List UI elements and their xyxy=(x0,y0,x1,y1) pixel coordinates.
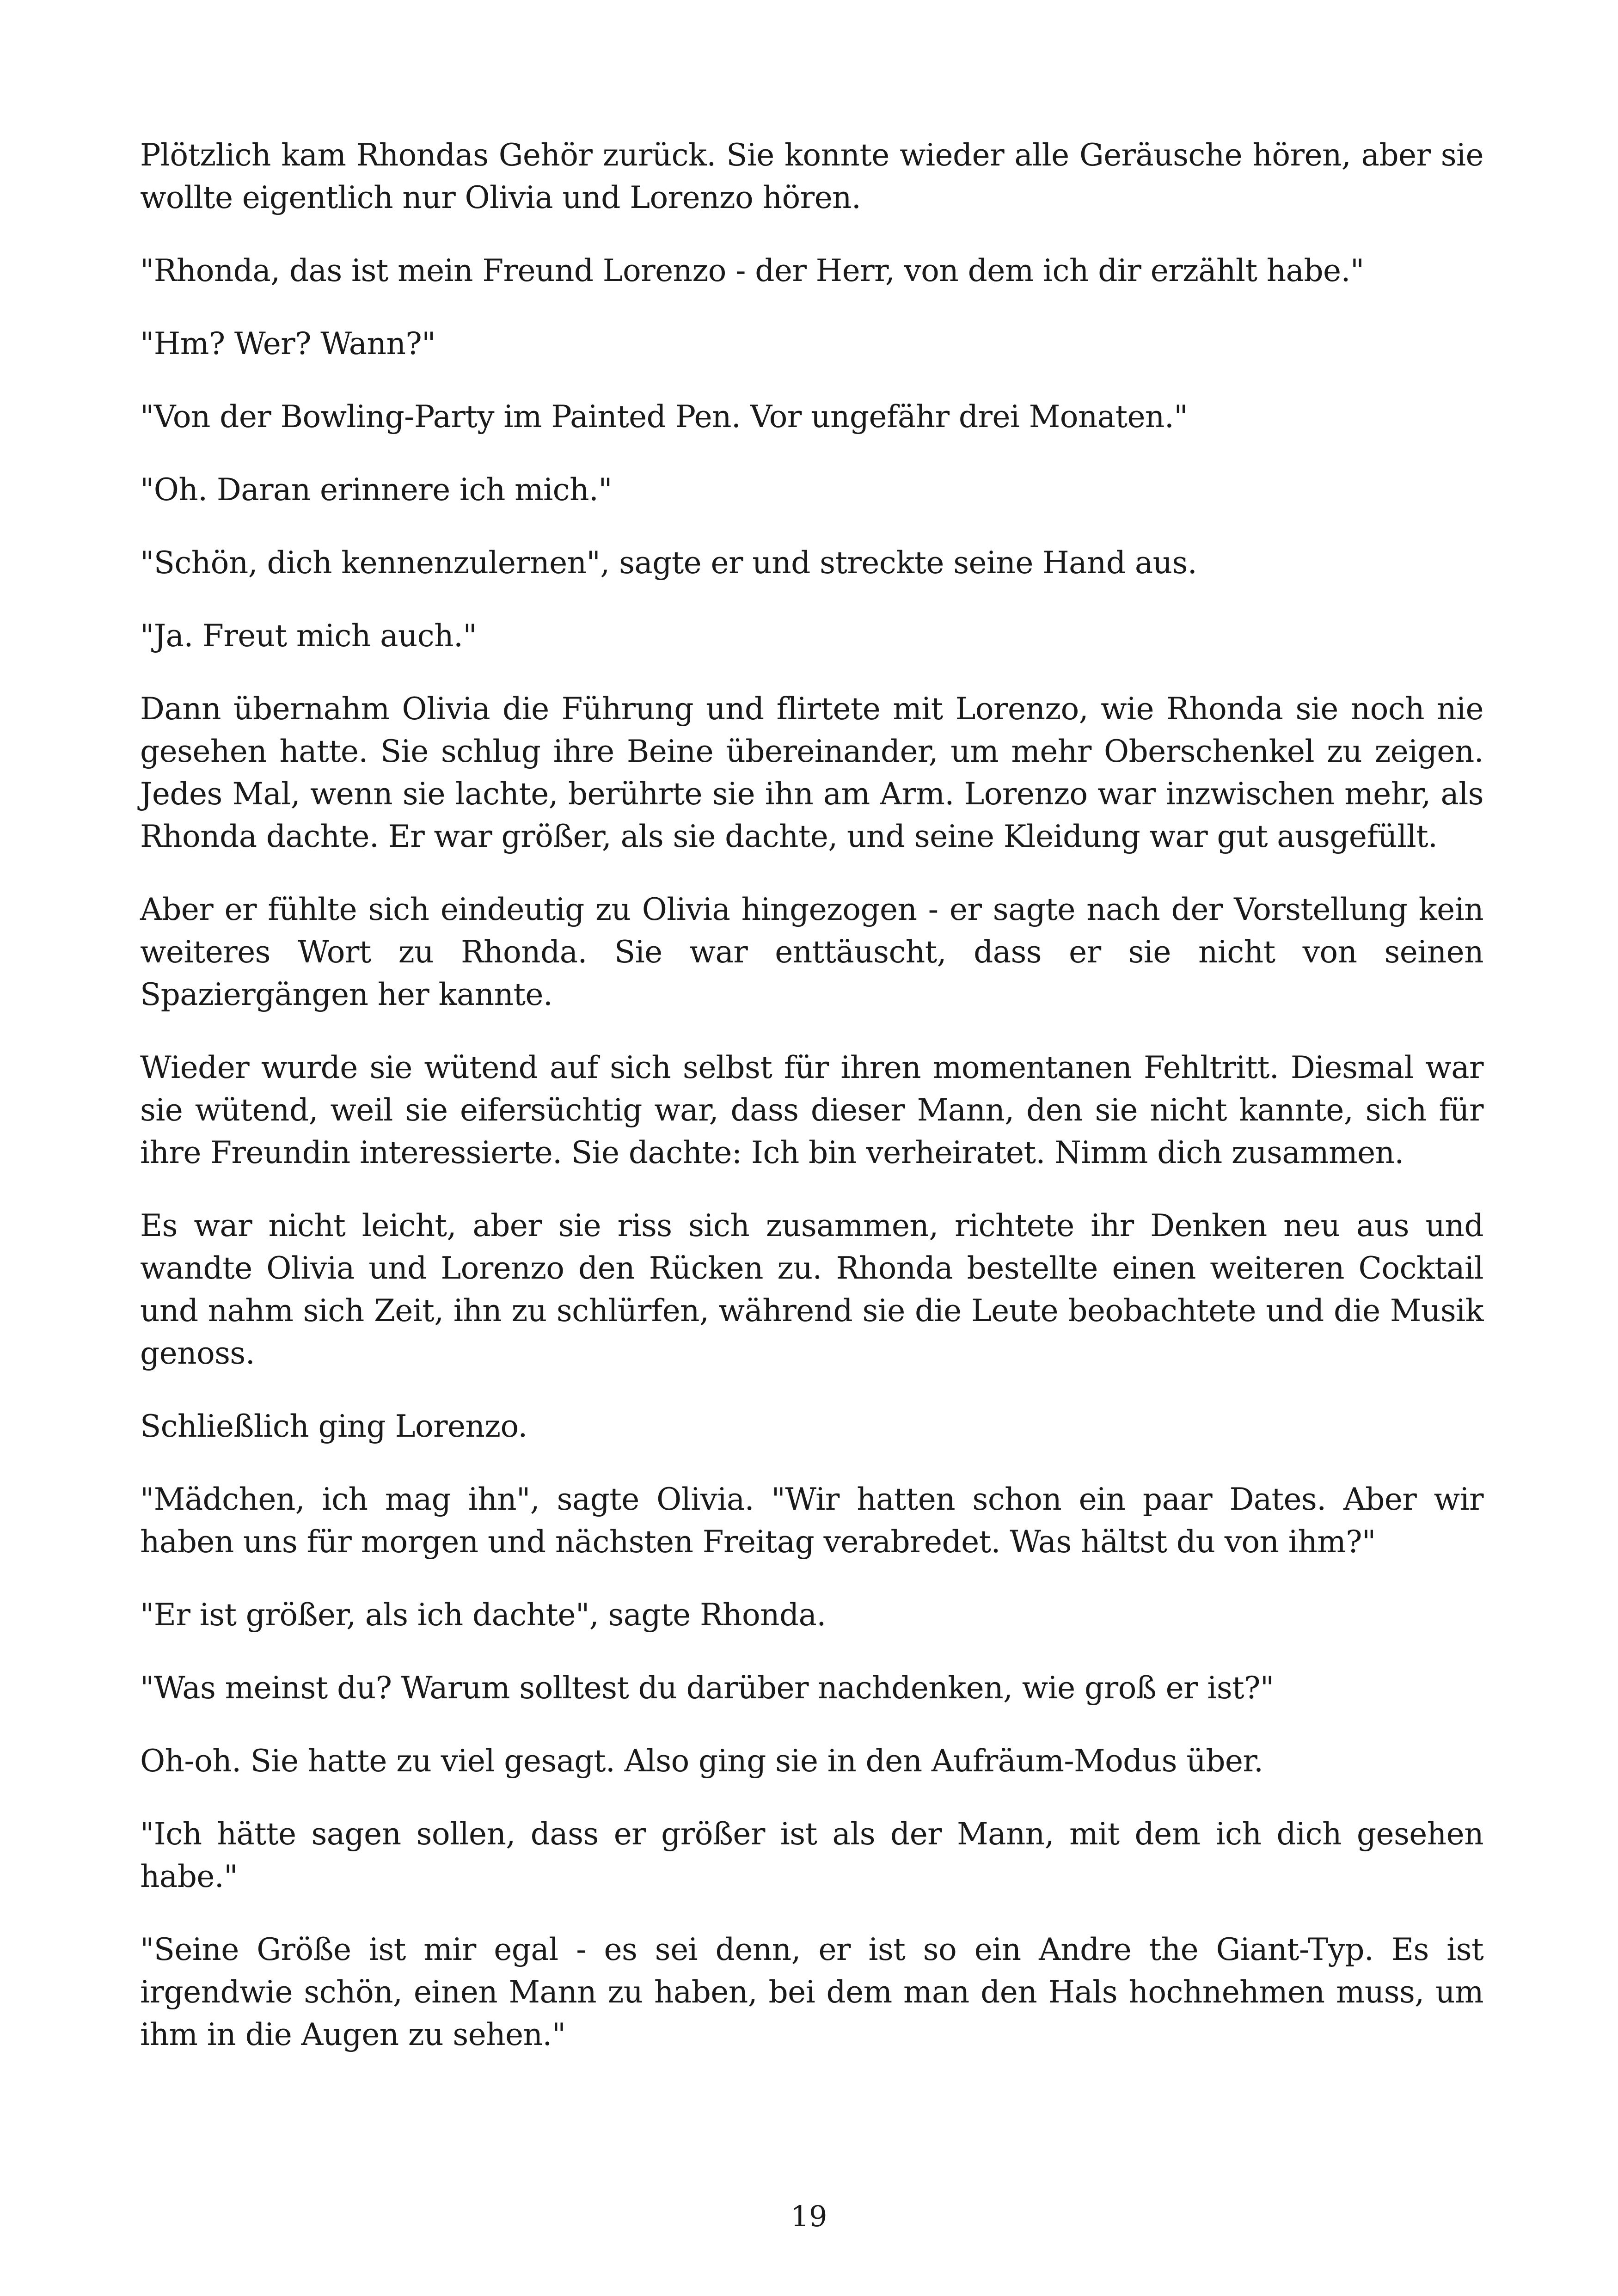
paragraph-7: "Ja. Freut mich auch." xyxy=(140,618,477,654)
paragraph-18: "Seine Größe ist mir egal - es sei denn, er ist so ein Andre the Giant-Typ. Es ist irgendwie schön, einen Mann zu haben, bei dem man den Hals hochnehmen muss, um ihm in die Augen zu sehen." xyxy=(140,1932,1483,2052)
paragraph-10: Wieder wurde sie wütend auf sich selbst für ihren momentanen Fehltritt. Diesmal war sie wütend, weil sie eifersüchtig war, dass dieser Mann, den sie nicht kannte, sich für ihre Freundin interessierte. Sie dachte: Ich bin verheiratet. Nimm dich zusammen. xyxy=(140,1050,1483,1170)
paragraph-9: Aber er fühlte sich eindeutig zu Olivia hingezogen - er sagte nach der Vorstellung kein weiteres Wort zu Rhonda. Sie war enttäuscht, dass er sie nicht von seinen Spaziergängen her kannte. xyxy=(140,892,1483,1012)
paragraph-17: "Ich hätte sagen sollen, dass er größer ist als der Mann, mit dem ich dich gesehen habe." xyxy=(140,1816,1483,1894)
paragraph-3: "Hm? Wer? Wann?" xyxy=(140,326,435,361)
paragraph-11: Es war nicht leicht, aber sie riss sich zusammen, richtete ihr Denken neu aus und wandte Olivia und Lorenzo den Rücken zu. Rhonda bestellte einen weiteren Cocktail und nahm sich Zeit, ihn zu schlürfen, während sie die Leute beobachtete und die Musik genoss. xyxy=(140,1208,1483,1371)
paragraph-13: "Mädchen, ich mag ihn", sagte Olivia. "Wir hatten schon ein paar Dates. Aber wir haben uns für morgen und nächsten Freitag verabredet. Was hältst du von ihm?" xyxy=(140,1482,1483,1560)
paragraph-1: Plötzlich kam Rhondas Gehör zurück. Sie konnte wieder alle Geräusche hören, aber sie wollte eigentlich nur Olivia und Lorenzo hören. xyxy=(140,137,1483,215)
paragraph-12: Schließlich ging Lorenzo. xyxy=(140,1408,527,1444)
paragraph-8: Dann übernahm Olivia die Führung und flirtete mit Lorenzo, wie Rhonda sie noch nie gesehen hatte. Sie schlug ihre Beine übereinander, um mehr Oberschenkel zu zeigen. Jedes Mal, wenn sie lachte, berührte sie ihn am Arm. Lorenzo war inzwischen mehr, als Rhonda dachte. Er war größer, als sie dachte, und seine Kleidung war gut ausgefüllt. xyxy=(140,691,1483,854)
paragraph-14: "Er ist größer, als ich dachte", sagte Rhonda. xyxy=(140,1597,826,1633)
paragraph-15: "Was meinst du? Warum solltest du darüber nachdenken, wie groß er ist?" xyxy=(140,1670,1274,1706)
body-text xyxy=(140,134,1483,2087)
page-number: 19 xyxy=(791,2199,827,2233)
paragraph-5: "Oh. Daran erinnere ich mich." xyxy=(140,472,613,508)
paragraph-4: "Von der Bowling-Party im Painted Pen. Vor ungefähr drei Monaten." xyxy=(140,399,1188,435)
paragraph-6: "Schön, dich kennenzulernen", sagte er und streckte seine Hand aus. xyxy=(140,545,1197,581)
paragraph-16: Oh-oh. Sie hatte zu viel gesagt. Also ging sie in den Aufräum-Modus über. xyxy=(140,1743,1263,1779)
paragraph-2: "Rhonda, das ist mein Freund Lorenzo - der Herr, von dem ich dir erzählt habe." xyxy=(140,253,1364,288)
